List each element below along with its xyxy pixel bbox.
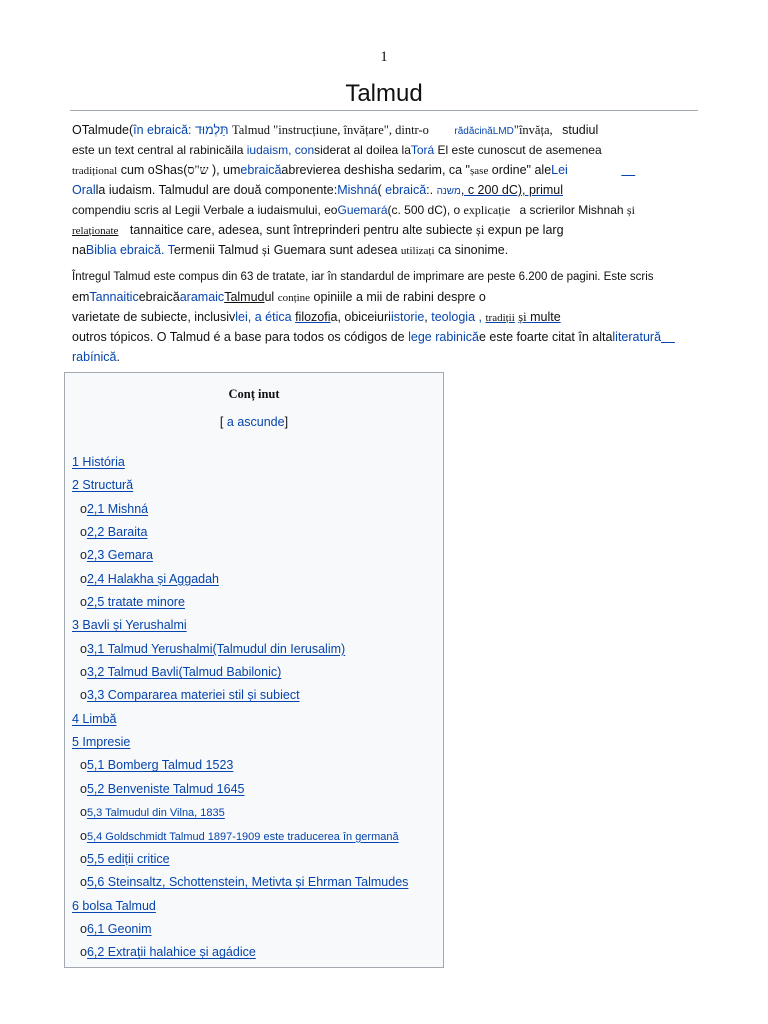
link-tannaitic[interactable]: Tannaitic <box>89 290 139 304</box>
toc-link[interactable]: 5,3 Talmudul din Vilna, 1835 <box>86 807 225 820</box>
intro-line-2: este un text central al rabinicăila iudaism, considerat al doilea laTorá El este cunoscut de asemenea <box>72 143 602 157</box>
toc-link[interactable]: 2,3 Gemara <box>86 548 153 563</box>
link-mishna[interactable]: Mishná <box>337 183 378 197</box>
toc-link[interactable]: 6 bolsa Talmud <box>72 898 156 913</box>
toc-item <box>72 778 437 801</box>
link-tora[interactable]: Torá <box>410 143 435 157</box>
toc-item <box>72 638 437 661</box>
link-lei[interactable]: Lei <box>551 163 568 177</box>
intro-line-5: compendiu scris al Legii Verbale a iudaismului, eoGuemará(c. 500 dC), o explicație a scrierilor Mishnah și <box>72 203 635 217</box>
toc-link[interactable]: 2 Structură <box>72 478 134 493</box>
link-ebraica[interactable]: în ebraică: <box>133 123 195 137</box>
toc-link[interactable]: 5,2 Benveniste Talmud 1645 <box>86 781 245 796</box>
toc-bullet: o <box>80 688 87 703</box>
link-istorie[interactable]: istorie <box>390 310 425 324</box>
toc-link[interactable]: 2,4 Halakha și Aggadah <box>86 571 219 586</box>
link-biblia-ebraica[interactable]: Biblia ebraică. T <box>85 243 174 257</box>
toc-link[interactable]: 5 Impresie <box>72 735 131 750</box>
toc-item <box>72 918 437 941</box>
table-of-contents <box>64 372 444 968</box>
toc-bullet: o <box>80 805 87 820</box>
toc-hide-link[interactable]: a ascunde <box>226 415 285 429</box>
link-radacina[interactable]: rădăcinăLMD <box>454 126 514 137</box>
link-rabinica[interactable]: rabínică <box>72 350 117 364</box>
toc-bullet: o <box>80 525 87 540</box>
link-abrevierea[interactable]: evierea <box>299 163 341 177</box>
toc-link[interactable]: 5,6 Steinsaltz, Schottenstein, Metivta și Ehrman Talmudes <box>86 875 409 890</box>
toc-link[interactable]: 2,1 Mishná <box>86 501 149 516</box>
toc-item <box>72 591 437 614</box>
toc-link[interactable]: 3 Bavli și Yerushalmi <box>72 618 187 633</box>
toc-item <box>72 684 437 707</box>
toc-bullet: o <box>80 945 87 960</box>
toc-bullet: o <box>80 828 87 843</box>
toc-toggle: [ a ascunde] <box>219 415 289 429</box>
toc-bullet: o <box>80 875 87 890</box>
page-number: 1 <box>380 49 388 65</box>
toc-link[interactable]: 4 Limbă <box>72 711 117 726</box>
toc-item <box>72 451 437 474</box>
title-divider <box>70 110 698 111</box>
link-teologia[interactable]: teologia <box>431 310 476 324</box>
toc-item <box>72 708 437 731</box>
toc-item <box>72 731 437 754</box>
link-ebraica-3[interactable]: ebraică <box>385 183 427 197</box>
intro-p2-line-1: Întregul Talmud este compus din 63 de tratate, iar în standardul de imprimare are peste 6.200 de pagini. Este scris <box>72 271 654 283</box>
toc-item <box>72 521 437 544</box>
intro-line-4: Oralla iudaism. Talmudul are două componente:Mishná( ebraică:. משנה, c 200 dC), primul <box>72 183 564 197</box>
intro-p2-line-5: rabínică. <box>72 350 120 364</box>
link-ebraica-2[interactable]: ebraică <box>240 163 282 177</box>
intro-line-6: relaționate tannaitice care, adesea, sunt întreprinderi pentru alte subiecte și expun pe larg <box>72 223 564 237</box>
toc-link[interactable]: 5,1 Bomberg Talmud 1523 <box>86 758 234 773</box>
toc-item <box>72 871 437 894</box>
toc-bullet: o <box>80 571 87 586</box>
toc-item <box>72 825 437 848</box>
toc-title: Conț inut <box>228 387 280 401</box>
link-lei-2[interactable]: lei <box>235 310 248 324</box>
toc-item <box>72 614 437 637</box>
link-iudaism[interactable]: iudaism, con <box>246 143 315 157</box>
link-lege-rabinica[interactable]: lege rabinic <box>408 330 473 344</box>
intro-paragraph-1 <box>72 120 702 260</box>
toc-item <box>72 801 437 824</box>
toc-bullet: o <box>80 921 87 936</box>
toc-link[interactable]: 1 História <box>72 455 125 469</box>
link-literatura[interactable]: literatură <box>612 330 662 344</box>
toc-bullet: o <box>80 851 87 866</box>
intro-p2-line-3: varietate de subiecte, inclusivlei, a ética filozofia, obiceiuriistorie, teologia , tradiții și multe <box>72 310 561 324</box>
toc-bullet: o <box>80 665 87 680</box>
toc-item <box>72 568 437 591</box>
intro-line-1: OTalmude(în ebraică: תַּלְמוּד Talmud "instrucțiune, învățare", dintr-o rădăcinăLMD"învăța, studiul <box>72 123 599 137</box>
page-title: Talmud <box>345 80 423 107</box>
link-aramaic[interactable]: aramaic <box>179 290 225 304</box>
toc-item <box>72 544 437 567</box>
intro-line-7: naBiblia ebraică. Termenii Talmud și Guemara sunt adesea utilizați ca sinonime. <box>72 243 509 257</box>
link-guemara[interactable]: Guemará <box>337 203 388 217</box>
toc-item <box>72 941 437 964</box>
toc-bullet: o <box>80 641 87 656</box>
toc-item <box>72 754 437 777</box>
toc-link[interactable]: 3,1 Talmud Yerushalmi(Talmudul din Ierusalim) <box>86 641 346 656</box>
toc-bullet: o <box>80 501 87 516</box>
toc-link[interactable]: 5,4 Goldschmidt Talmud 1897-1909 este traducerea în germană <box>86 830 399 843</box>
intro-p2-line-4: outros tópicos. O Talmud é a base para todos os códigos de lege rabinicăe este foarte citat în altaliteratură <box>72 330 662 344</box>
toc-bullet: o <box>80 758 87 773</box>
intro-line-3: tradițional cum oShas(ש"ס ), umebraicăabrevierea deshisha sedarim, ca "șase ordine" aleLei <box>72 163 568 177</box>
toc-bullet: o <box>80 548 87 563</box>
link-oral[interactable]: Oral <box>72 183 96 197</box>
toc-item <box>72 895 437 918</box>
toc-link[interactable]: 6,2 Extrații halahice și agádice <box>86 945 256 960</box>
toc-link[interactable]: 3,2 Talmud Bavli(Talmud Babilonic) <box>86 665 282 680</box>
toc-list <box>72 451 437 965</box>
toc-bullet: o <box>80 781 87 796</box>
toc-item <box>72 474 437 497</box>
link-filozofia[interactable]: filozofi <box>295 310 331 324</box>
intro-p2-line-2: emTannaiticebraicăaramaicTalmudul conține opiniile a mii de rabini despre o <box>72 290 486 304</box>
toc-bullet: o <box>80 595 87 610</box>
link-etica[interactable]: ética <box>265 310 292 324</box>
toc-link[interactable]: 2,5 tratate minore <box>86 595 185 610</box>
toc-item <box>72 498 437 521</box>
toc-link[interactable]: 6,1 Geonim <box>86 921 152 936</box>
toc-item <box>72 661 437 684</box>
toc-item <box>72 848 437 871</box>
intro-paragraph-2 <box>72 267 702 367</box>
toc-link[interactable]: 3,3 Compararea materiei stil și subiect <box>86 688 300 703</box>
toc-link[interactable]: 2,2 Baraita <box>86 525 148 540</box>
toc-link[interactable]: 5,5 ediții critice <box>86 851 170 866</box>
